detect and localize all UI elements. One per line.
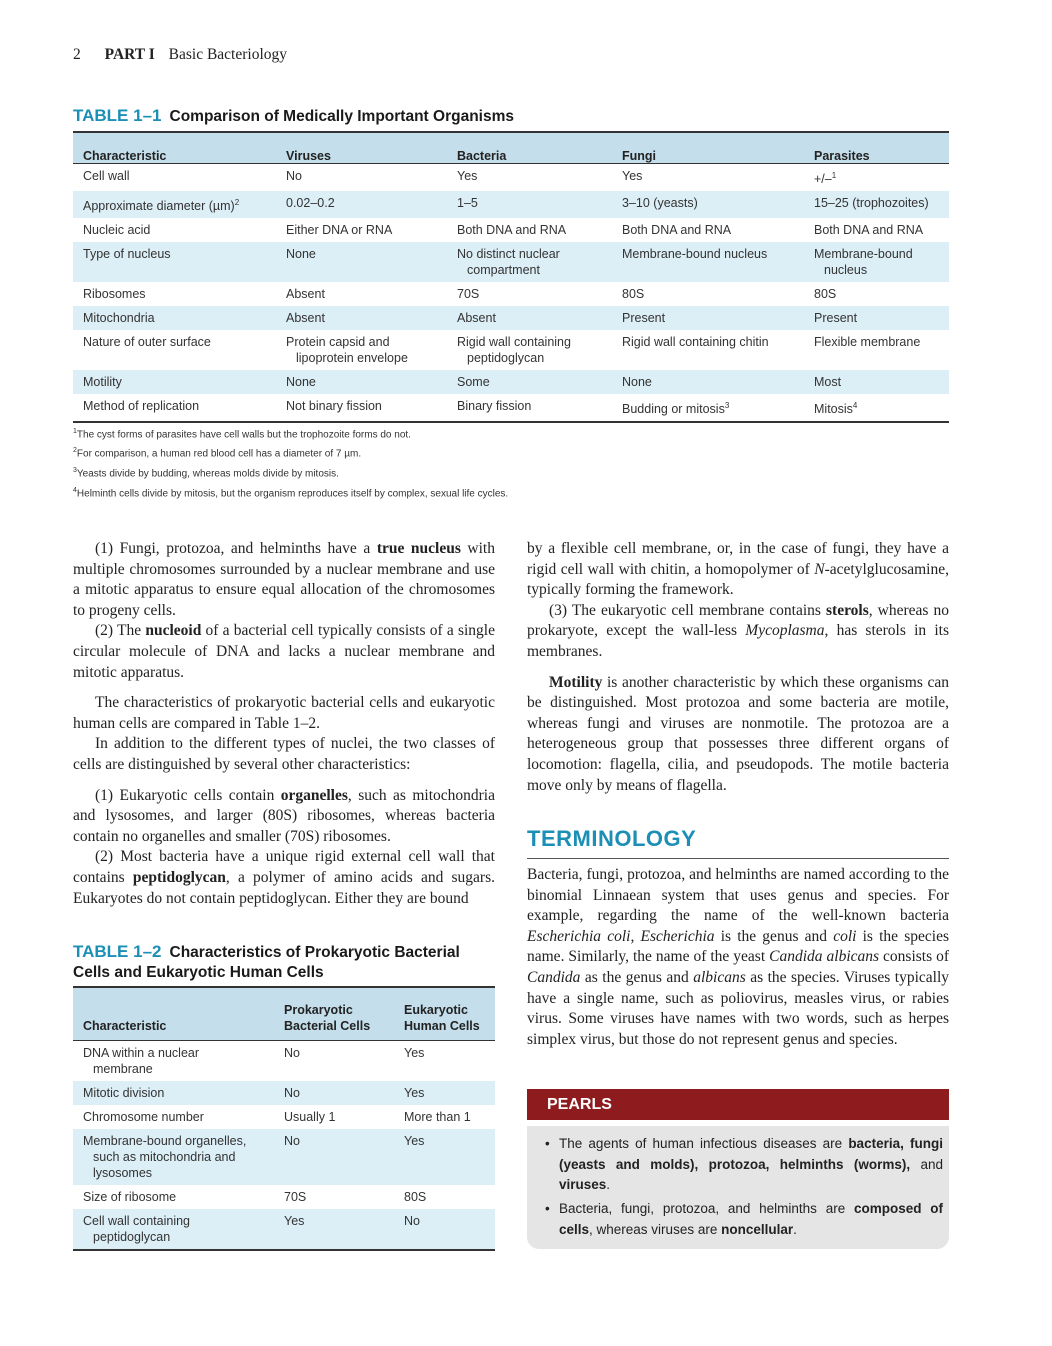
table1-cell: Protein capsid and lipoprotein envelope bbox=[286, 335, 408, 366]
table1-cell: Nature of outer surface bbox=[83, 335, 211, 350]
table1-body bbox=[73, 164, 949, 423]
table1-title: Comparison of Medically Important Organisms bbox=[169, 108, 515, 125]
table2-title-line2: Cells and Eukaryotic Human Cells bbox=[73, 964, 324, 981]
table1-cell: No distinct nuclear compartment bbox=[447, 242, 612, 282]
para-flexible-membrane: by a flexible cell membrane, or, in the case of fungi, they have a rigid cell wall with chitin, a homopolymer of N-acetylglucosamine, typically forming the framework. bbox=[527, 540, 949, 599]
table2-row bbox=[73, 1105, 495, 1129]
table1-cell: 70S bbox=[457, 287, 480, 302]
para-nucleoid: (2) The nucleoid of a bacterial cell typically consists of a single circular molecule of DNA and lacks a nuclear membrane and mitotic apparatus. bbox=[73, 622, 495, 681]
para-cell-wall: (2) Most bacteria have a unique rigid external cell wall that contains peptidoglycan, a polymer of amino acids and sugars. Eukaryotes do not contain peptidoglycan. Either they are bound bbox=[73, 848, 495, 907]
table1-row bbox=[73, 370, 949, 394]
table1-cell: Both DNA and RNA bbox=[814, 223, 924, 238]
table1-row bbox=[73, 242, 949, 282]
table2-title-line1: Characteristics of Prokaryotic Bacterial bbox=[169, 944, 460, 961]
table1-row bbox=[73, 164, 949, 192]
table1-caption bbox=[73, 106, 514, 127]
table1 bbox=[73, 131, 949, 423]
table1-number: TABLE 1–1 bbox=[73, 106, 162, 125]
table2-cell: Usually 1 bbox=[284, 1110, 336, 1124]
table2-cell: No bbox=[394, 1209, 495, 1250]
table1-row bbox=[73, 330, 949, 370]
table1-cell: Budding or mitosis$^3$ bbox=[622, 401, 730, 417]
table1-cell: 0.02–0.2 bbox=[276, 191, 447, 218]
table1-cell: Absent bbox=[447, 306, 612, 330]
table1-row bbox=[73, 191, 949, 218]
table1-cell: None bbox=[276, 370, 447, 394]
table1-header-row bbox=[73, 132, 949, 164]
table2-cell: Yes bbox=[394, 1081, 495, 1105]
table1-footnote: $^4$Helminth cells divide by mitosis, but the organism reproduces itself by complex, sexual life cycles. bbox=[73, 487, 509, 500]
pearl-item: • Bacteria, fungi, protozoa, and helminths are composed of cells, whereas viruses are noncellular. bbox=[545, 1201, 944, 1237]
table2-body bbox=[73, 1041, 495, 1251]
table2-cell: Membrane-bound organelles, such as mitochondria and lysosomes bbox=[73, 1129, 274, 1185]
table1-header-cell: Fungi bbox=[612, 132, 804, 164]
left-column bbox=[73, 539, 495, 909]
table2-cell: Mitotic division bbox=[73, 1081, 274, 1105]
table2-header-prokaryotic: Prokaryotic Bacterial Cells bbox=[274, 987, 394, 1041]
table1-cell: Both DNA and RNA bbox=[622, 223, 732, 238]
table1-cell: Yes bbox=[622, 169, 643, 183]
pearls-header bbox=[527, 1089, 949, 1120]
table1-cell: No bbox=[286, 169, 302, 183]
pearl-item: • The agents of human infectious diseases are bacteria, fungi (yeasts and molds), protozoa, helminths (worms), and viruses. bbox=[545, 1136, 943, 1192]
table1-cell: Membrane-bound nucleus bbox=[804, 242, 949, 282]
running-header bbox=[73, 46, 287, 64]
table1-cell: Absent bbox=[286, 287, 325, 302]
table1-cell: +/–$^1$ bbox=[814, 171, 837, 187]
table1-footnote: $^3$Yeasts divide by budding, whereas molds divide by mitosis. bbox=[73, 467, 339, 480]
table1-cell: Yes bbox=[457, 169, 478, 183]
table1-row bbox=[73, 394, 949, 422]
terminology-heading: TERMINOLOGY bbox=[527, 826, 697, 851]
table2-cell: 70S bbox=[284, 1190, 307, 1204]
table1-cell: Not binary fission bbox=[286, 399, 382, 414]
table1-header-cell: Parasites bbox=[804, 132, 949, 164]
table1-footnote: $^2$For comparison, a human red blood cell has a diameter of 7 µm. bbox=[73, 447, 362, 460]
table2-cell: DNA within a nuclear membrane bbox=[83, 1046, 200, 1076]
para-sterols: (3) The eukaryotic cell membrane contains sterols, whereas no prokaryote, except the wall-less Mycoplasma, has sterols in its membranes. bbox=[527, 601, 949, 660]
bullet-icon: • bbox=[545, 1136, 550, 1151]
table2-header-characteristic: Characteristic bbox=[73, 987, 274, 1041]
table1-footnote: $^1$The cyst forms of parasites have cell walls but the trophozoite forms do not. bbox=[73, 428, 411, 441]
table1-cell: Rigid wall containing chitin bbox=[622, 335, 769, 350]
table1-cell: Either DNA or RNA bbox=[286, 223, 393, 238]
table1-cell: 3–10 (yeasts) bbox=[612, 191, 804, 218]
table2-row bbox=[73, 1129, 495, 1185]
table2-cell: Yes bbox=[274, 1209, 394, 1250]
table1-cell: Cell wall bbox=[83, 169, 130, 183]
part-label: PART I bbox=[104, 46, 155, 63]
table1-cell: Flexible membrane bbox=[814, 335, 921, 350]
table1-row bbox=[73, 218, 949, 242]
table2-cell: 80S bbox=[404, 1190, 427, 1204]
table1-cell: Nucleic acid bbox=[83, 223, 151, 238]
right-column bbox=[527, 539, 949, 796]
table1-cell: Approximate diameter $(\mu m)^2$ bbox=[73, 191, 276, 218]
table1-cell: Mitochondria bbox=[73, 306, 276, 330]
table2-number: TABLE 1–2 bbox=[73, 942, 162, 961]
pearls-box bbox=[527, 1126, 949, 1249]
para-organelles: (1) Eukaryotic cells contain organelles, such as mitochondria and lysosomes, and larger (80S) ribosomes, whereas bacteria contain no organelles and smaller (70S) ribosomes. bbox=[73, 786, 495, 845]
table1-cell: Method of replication bbox=[83, 399, 200, 414]
table1-cell: None bbox=[276, 242, 447, 282]
table2-header-eukaryotic: Eukaryotic Human Cells bbox=[394, 987, 495, 1041]
table1-cell: 80S bbox=[622, 287, 645, 302]
table1-cell: Some bbox=[447, 370, 612, 394]
table1-row bbox=[73, 282, 949, 306]
table1-cell: Ribosomes bbox=[83, 287, 146, 302]
table1-cell: Membrane-bound nucleus bbox=[612, 242, 804, 282]
table1-cell: Mitosis$^4$ bbox=[814, 401, 858, 417]
table2-cell: More than 1 bbox=[404, 1110, 471, 1124]
page-number: 2 bbox=[73, 46, 81, 63]
table2-cell: Chromosome number bbox=[83, 1110, 204, 1124]
table2-row bbox=[73, 1185, 495, 1209]
table1-cell: Both DNA and RNA bbox=[457, 223, 567, 238]
table2-cell: No bbox=[274, 1129, 394, 1185]
table1-cell: Present bbox=[804, 306, 949, 330]
table2-cell: Yes bbox=[404, 1046, 425, 1060]
table2-cell: No bbox=[274, 1081, 394, 1105]
table1-cell: Absent bbox=[276, 306, 447, 330]
table1-cell: Motility bbox=[73, 370, 276, 394]
table1-row bbox=[73, 306, 949, 330]
table2-row bbox=[73, 1081, 495, 1105]
table1-header-cell: Characteristic bbox=[73, 132, 276, 164]
table1-header-cell: Bacteria bbox=[447, 132, 612, 164]
table2-header-row bbox=[73, 987, 495, 1041]
table2-cell: Size of ribosome bbox=[83, 1190, 177, 1204]
terminology-rule bbox=[527, 858, 949, 859]
table2 bbox=[73, 986, 495, 1251]
terminology-text: Bacteria, fungi, protozoa, and helminths are named according to the binomial Linnaean system that uses genus and species. For example, regarding the name of the well-known bacteria Escherichia coli, Escherichia is the genus and coli is the species name. Similarly, the name of the yeast Candida albicans consists of Candida as the genus and albicans as the species. Viruses typically have a single name, such as poliovirus, measles virus, or rabies virus. Some viruses have names with two words, such as herpes simplex virus, but those do not represent genus and species. bbox=[527, 866, 950, 1048]
part-title: Basic Bacteriology bbox=[168, 46, 288, 63]
para-motility: Motility is another characteristic by which these organisms can be distinguished. Most protozoa and some bacteria are motile, whereas fungi and viruses are nonmotile. The protozoa are a heterogeneous group that possesses three different organs of locomotion: flagella, cilia, and pseudopods. The motile bacteria move only by means of flagella. bbox=[527, 673, 949, 794]
table1-cell: None bbox=[612, 370, 804, 394]
para-compare: The characteristics of prokaryotic bacterial cells and eukaryotic human cells are compared in Table 1–2. bbox=[73, 694, 495, 732]
table1-cell: 15–25 (trophozoites) bbox=[804, 191, 949, 218]
table2-cell: Cell wall containing peptidoglycan bbox=[73, 1209, 274, 1250]
table1-cell: 1–5 bbox=[447, 191, 612, 218]
table1-header-cell: Viruses bbox=[276, 132, 447, 164]
table2-row bbox=[73, 1041, 495, 1082]
table2-cell: No bbox=[284, 1046, 300, 1060]
table1-cell: Binary fission bbox=[457, 399, 532, 414]
pearls-title: PEARLS bbox=[547, 1096, 612, 1113]
bullet-icon: • bbox=[545, 1201, 550, 1216]
table1-cell: 80S bbox=[814, 287, 837, 302]
table2-cell: Yes bbox=[394, 1129, 495, 1185]
para-other-characteristics: In addition to the different types of nuclei, the two classes of cells are distinguished by several other characteristics: bbox=[73, 735, 495, 773]
table1-cell: Most bbox=[804, 370, 949, 394]
table2-caption bbox=[73, 942, 460, 983]
table1-cell: Type of nucleus bbox=[73, 242, 276, 282]
table1-cell: Present bbox=[612, 306, 804, 330]
table1-cell: Rigid wall containing peptidoglycan bbox=[457, 335, 571, 366]
table2-row bbox=[73, 1209, 495, 1250]
para-true-nucleus: (1) Fungi, protozoa, and helminths have a true nucleus with multiple chromosomes surrounded by a nuclear membrane and use a mitotic apparatus to ensure equal allocation of the chromosomes to progeny cells. bbox=[73, 540, 495, 619]
